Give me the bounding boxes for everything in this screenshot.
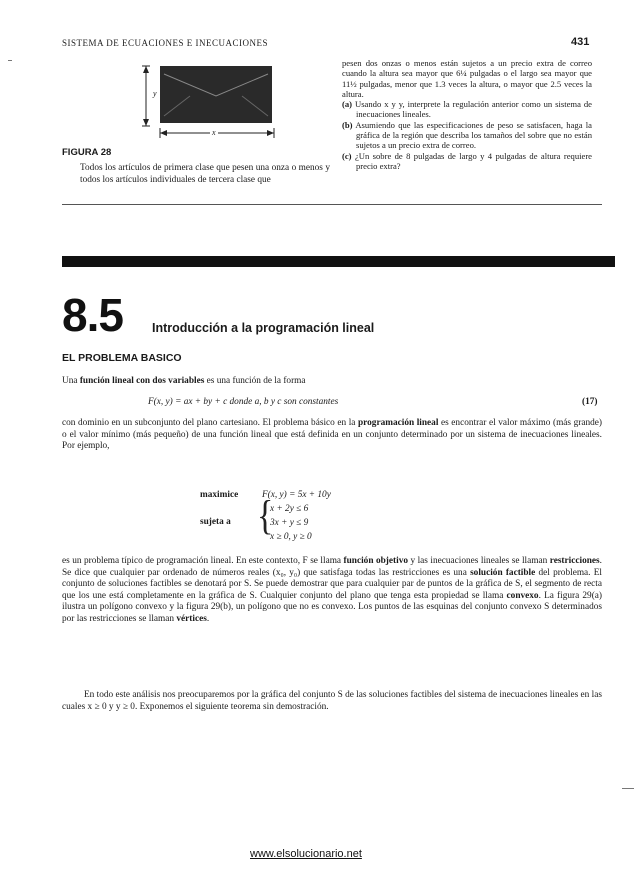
text-run: . La figura 29(a) ilustra un polígono convexo y la figura 29(b), un polígono que no es convexo. Los puntos de las esquinas del conjunto convexo S determinados por las restricciones se llaman <box>62 590 603 624</box>
figure-description: Todos los artículos de primera clase que pesen una onza o menos y todos los artículos individuales de tercera clase que <box>80 163 330 185</box>
text-run: y las inecuaciones lineales se llaman <box>408 556 550 566</box>
term-constraints: restricciones <box>549 556 600 566</box>
scan-mark <box>622 788 634 789</box>
term-linear-function: función lineal con dos variables <box>79 376 205 386</box>
text-run: es encontrar el valor máximo (más grande) o el valor mínimo (más pequeño) de una función lineal que está definida en un conjunto determinado por un sistema de inecuaciones lineales. Por ejemplo, <box>62 418 603 452</box>
y-dimension-arrow <box>142 62 162 132</box>
constraint-3: x ≥ 0, y ≥ 0 <box>270 532 312 542</box>
subheading: EL PROBLEMA BASICO <box>62 352 182 364</box>
text-run: Una <box>62 376 80 386</box>
item-label: (b) <box>342 119 353 130</box>
item-text: ¿Un sobre de 8 pulgadas de largo y 4 pulgadas de altura requiere precio extra? <box>354 150 592 171</box>
item-label: (a) <box>342 99 353 110</box>
exercise-item-c <box>342 151 592 172</box>
scan-mark <box>8 60 12 61</box>
axis-y-label: y <box>153 89 157 98</box>
exercise-column <box>342 58 592 171</box>
section-bar <box>62 256 615 267</box>
text-run: . <box>206 613 210 624</box>
envelope-image <box>160 66 272 123</box>
term-vertices: vértices <box>176 613 207 624</box>
paragraph-definition <box>62 418 602 453</box>
text-run: es una función de la forma <box>204 376 306 386</box>
subject-to-label: sujeta a <box>200 517 231 527</box>
constraint-2: 3x + y ≤ 9 <box>270 518 309 528</box>
section-title: Introducción a la programación lineal <box>152 321 375 335</box>
maximize-label: maximice <box>200 490 239 500</box>
term-convex: convexo <box>506 590 539 601</box>
term-objective-function: función objetivo <box>343 556 408 566</box>
text-run: del problema. El conjunto de soluciones factibles se denotará por S. Se puede demostrar que para cualquier par de puntos de la gráfica de S, el segmento de recta que los une está completamente en la gráfica de S. Cualquier conjunto del plano que tenga esta propiedad se llama <box>62 567 602 601</box>
item-label: (c) <box>342 150 352 161</box>
text-run: con dominio en un subconjunto del plano cartesiano. El problema básico en la <box>62 418 359 428</box>
text-run: es un problema típico de programación lineal. En este contexto, F se llama <box>62 556 344 566</box>
constraint-brace: { <box>257 494 274 539</box>
text-run: . Se dice que cualquier par ordenado de números reales (x₀, y₀) que satisfaga todas las restricciones es una <box>62 556 602 578</box>
item-text: Asumiendo que las especificaciones de peso se satisfacen, haga la gráfica de la región que describa los tamaños del sobre que no están sujetos a un precio extra de correo. <box>355 119 592 151</box>
constraint-1: x + 2y ≤ 6 <box>270 504 309 514</box>
term-linear-programming: programación lineal <box>358 418 439 428</box>
envelope-flap-lines <box>160 66 272 123</box>
figure-caption: FIGURA 28 <box>62 147 112 158</box>
paragraph-theorem-intro: En todo este análisis nos preocuparemos por la gráfica del conjunto S de las soluciones factibles del sistema de inecuaciones lineales en las cuales x ≥ 0 y y ≥ 0. Exponemos el siguiente teorema sin demostración. <box>62 690 602 712</box>
equation-17: F(x, y) = ax + by + c donde a, b y c son constantes <box>148 397 339 407</box>
axis-x-label: x <box>212 128 216 137</box>
exercise-item-b <box>342 120 592 151</box>
equation-number: (17) <box>582 397 598 407</box>
paragraph-intro <box>62 376 602 388</box>
paragraph-terms <box>62 556 602 626</box>
page-number: 431 <box>571 36 590 48</box>
section-number: 8.5 <box>62 289 123 341</box>
objective-function: F(x, y) = 5x + 10y <box>262 490 331 500</box>
item-text: Usando x y y, interprete la regulación anterior como un sistema de inecuaciones lineales. <box>355 99 592 120</box>
divider-thin <box>62 204 602 205</box>
exercise-item-a <box>342 99 592 120</box>
running-title: SISTEMA DE ECUACIONES E INECUACIONES <box>62 38 269 48</box>
term-feasible-solution: solución factible <box>470 567 536 578</box>
footer-url-link[interactable]: www.elsolucionario.net <box>250 848 362 860</box>
exercise-intro: pesen dos onzas o menos están sujetos a un precio extra de correo cuando la altura sea mayor que 6¼ pulgadas o el largo sea mayor que 11½ pulgadas, menor que 1.3 veces la altura, o mayor que 2.5 veces la altura. <box>342 58 592 99</box>
